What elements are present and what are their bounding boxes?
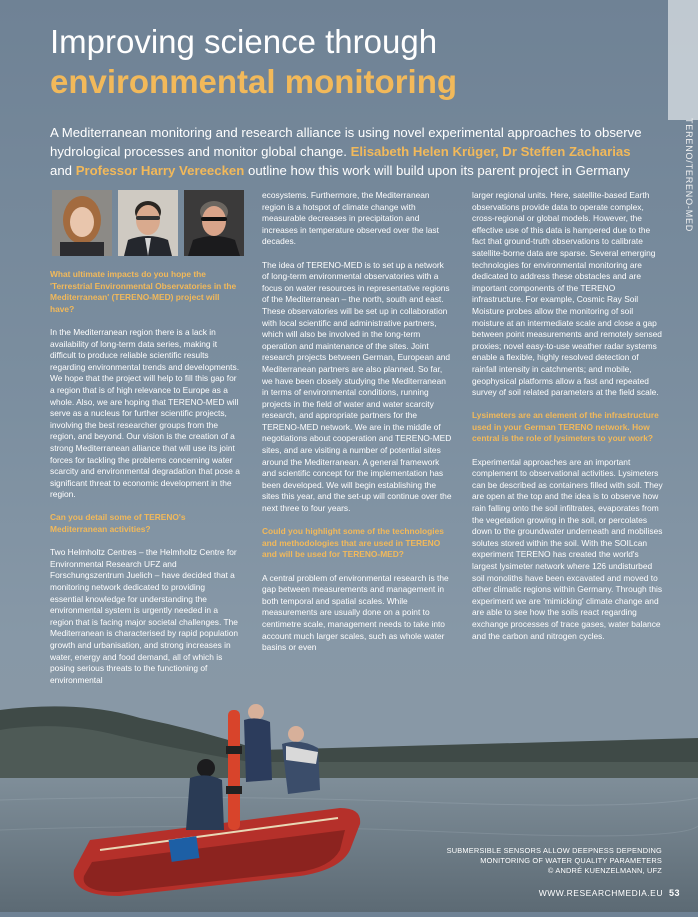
footer-website: WWW.RESEARCHMEDIA.EU <box>538 888 663 898</box>
side-tab-label: TERENO/TERENO-MED <box>684 118 694 233</box>
author-portraits <box>52 190 244 256</box>
answer-3: A central problem of environmental research is the gap between measurements and management in both temporal and spatial scales. While measurements are usually done on a point to centimetre scale, management needs to take into account much larger scales, such as whole water basins or even <box>262 572 449 653</box>
answer-3-continued: larger regional units. Here, satellite-based Earth observations provide data to operate complex, cross-regional or global models. However, the effective use of this data is hampered due to the fact that ground-truth observations to calibrate satellite-borne data are sparse. Several emerging technologies for environmental monitoring are dedicated to address these obstacles and are important components of the TERENO infrastructure. For example, Cosmic Ray Soil Moisture probes allow the monitoring of soil moisture at an intermediate scale and close a gap between point measurements and remotely sensed proxies; novel easy-to-use weather radar systems enable a flexible, highly resolved detection of rainfall intensity in catchments; and mobile, geophysical platforms allow a fast and repeated survey of soil related parameters at the field scale. <box>472 190 662 398</box>
answer-1: In the Mediterranean region there is a lack in availability of long-term data series, making it difficult to produce reliable scientific results regarding environmental trends and developments. We hope that the project will help to fill this gap for a region that is of high relevance to Europe as a whole. Also, we are hoping that TERENO-MED will serve as a nucleus for further scientific projects, involving the best researcher groups from the region, and beyond. Our vision is the creation of a strong Mediterranean alliance that will use its joint forces for tackling the problems concerning water scarcity and environmental degradation that pose a significant threat to economic development in the region. <box>50 326 240 500</box>
title-line-1: Improving science through <box>50 23 438 60</box>
answer-2: Two Helmholtz Centres – the Helmholtz Centre for Environmental Research UFZ and Forschungszentrum Juelich – have decided that a monitoring network dedicated to providing essential knowledge for understanding the environmental system is urgently needed in a region that is facing major societal challenges. The Mediterranean is characterised by rapid population growth and urbanisation, and strong increases in water, energy and food demand, all of which is posing serious threats to the functioning of environmental <box>50 547 239 685</box>
question-1: What ultimate impacts do you hope the 'Terrestrial Environmental Observatories in the Mediterranean' (TERENO-MED) project will have? <box>50 269 237 314</box>
side-tab-bar <box>668 0 698 120</box>
caption-line-1: SUBMERSIBLE SENSORS ALLOW DEEPNESS DEPENDING <box>446 846 662 855</box>
title-line-2: environmental monitoring <box>50 63 458 100</box>
page-number: 53 <box>668 888 680 898</box>
answer-2-continued: ecosystems. Furthermore, the Mediterranean region is a hotspot of climate change with measurable decreases in precipitation and increases in temperature observed over the last decades. <box>262 190 439 247</box>
side-tab <box>668 0 698 300</box>
intro-text-2: and <box>50 163 73 178</box>
intro-paragraph <box>50 123 658 180</box>
lake-boat-photo <box>0 690 698 912</box>
portrait-vereecken <box>184 190 244 256</box>
page-footer <box>539 888 680 898</box>
question-2: Can you detail some of TERENO's Mediterranean activities? <box>50 512 186 535</box>
column-2 <box>262 190 452 665</box>
author-name-3: Professor Harry Vereecken <box>75 163 245 178</box>
caption-credit: © ANDRÉ KUENZELMANN, UFZ <box>547 866 662 875</box>
author-name-1: Elisabeth Helen Krüger <box>350 144 495 159</box>
intro-text-3: outline how this work will build upon its parent project in Germany <box>247 163 630 178</box>
answer-4: Experimental approaches are an important complement to observational activities. Lysimeters can be described as containers filled with soil. They are open at the top and the idea is to observe how rain falling onto the soil infiltrates, evaporates from the vegetation growing in the soil, or percolates down to the groundwater underneath and mobilises solutes stored within the soil. With the SOILcan experiment TERENO has created the world's largest lysimeter network where 126 undisturbed soil monoliths have been excavated and moved to other climatic regions within Germany. Through this experiment we are 'mimicking' climate change and are able to see how the soils react regarding exchange processes of trace gases, water balance and the carbon and nitrogen cycles. <box>472 456 663 641</box>
photo-caption <box>402 846 662 876</box>
column-1 <box>50 269 240 698</box>
column-3 <box>472 190 664 654</box>
page-title <box>50 24 650 100</box>
portrait-zacharias <box>118 190 178 256</box>
author-name-2: Dr Steffen Zacharias <box>502 144 631 159</box>
question-3: Could you highlight some of the technologies and methodologies that are used in TERENO and will be used for TERENO-MED? <box>262 526 444 560</box>
caption-line-2: MONITORING OF WATER QUALITY PARAMETERS <box>480 856 662 865</box>
answer-2-b: The idea of TERENO-MED is to set up a network of long-term environmental observatories with a focus on water resources in representative regions of the Mediterranean – the north, south and east. These observatories will be set up in collaboration with local scientific and administrative partners, which will also be involved in the long-term operation and maintenance of the sites. Joint research projects between German, European and Mediterranean partners are also planned. So far, we have been closely studying the Mediterranean in terms of environmental conditions, running projects in the field of water and water scarcity research, and appropriate partners for the TERENO-MED network. We are in the middle of negotiations about cooperation and TERENO-MED sites, and are visiting a number of potential sites around the Mediterranean. A general framework and scientific concept for the implementation has been developed. We will begin establishing the sites this year, and the set-up will continue over the next three to four years. <box>262 259 452 514</box>
intro-text-1: A Mediterranean monitoring and research alliance is using novel experimental approaches to observe hydrological processes and monitor global change. <box>50 125 642 159</box>
portrait-krueger <box>52 190 112 256</box>
author-separator: , <box>494 144 499 159</box>
question-4: Lysimeters are an element of the infrastructure used in your German TERENO network. How central is the role of lysimeters to your work? <box>472 410 659 444</box>
